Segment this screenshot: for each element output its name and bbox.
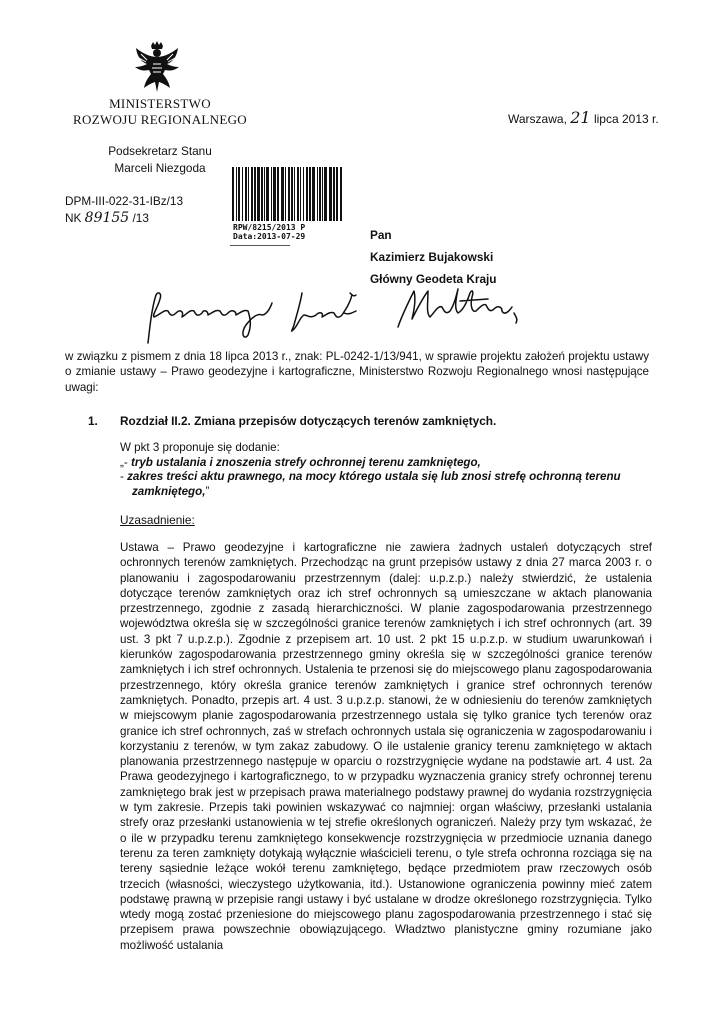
addressee-salutation: Pan	[370, 228, 392, 242]
proposal-item-2-close: ”	[205, 484, 210, 498]
intro-paragraph: w związku z pismem z dnia 18 lipca 2013 r., znak: PL-0242-1/13/941, w sprawie projektu założeń projektu ustawy o zmianie ustawy – Prawo geodezyjne i kartograficzne, Ministerstwo Rozwoju Regionalnego wnosi następujące uwagi:	[65, 350, 649, 394]
date-day-handwritten: 21	[570, 108, 591, 127]
proposal-item-1	[120, 456, 660, 471]
signatory-block	[65, 143, 255, 177]
addressee-block	[370, 224, 497, 290]
date-month-year: lipca 2013 r.	[593, 112, 659, 126]
signatory-name: Marceli Niezgoda	[114, 161, 206, 175]
letter-date	[508, 108, 659, 127]
proposal-lead: W pkt 3 proponuje się dodanie:	[120, 441, 280, 454]
signatory-title: Podsekretarz Stanu	[108, 144, 212, 158]
proposal-item-1-prefix: „-	[120, 455, 131, 469]
proposal-item-2-text: zakres treści aktu prawnego, na mocy którego ustala się lub znosi strefę ochronną terenu zamkniętego,	[127, 470, 621, 498]
section-number: 1.	[88, 414, 98, 428]
ministry-name	[65, 96, 255, 128]
justification-body: Ustawa – Prawo geodezyjne i kartograficzne nie zawiera żadnych ustaleń dotyczących stref ochronnych terenów zamkniętych. Przechodząc na grunt przepisów ustawy z dnia 27 marca 2003 r. o planowaniu i zagospodarowaniu przestrzennym (dalej: u.p.z.p.) należy stwierdzić, że ustalenia dotyczące terenów zamkniętych oraz ich stref ochronnych są umieszczane w aktach planowania przestrzennego, zgodnie z zasadą hierarchiczności. W planie zagospodarowania przestrzennego województwa określa się w szczególności granice terenów zamkniętych i ich stref ochronnych (art. 39 ust. 3 pkt 7 u.p.z.p.). Zgodnie z przepisem art. 10 ust. 2 pkt 15 u.p.z.p. w studium uwarunkowań i kierunków zagospodarowania przestrzennego gminy określa się w szczególności granice terenów zamkniętych i ich stref ochronnych. Ustalenia te przenosi się do miejscowego planu zagospodarowania przestrzennego, który określa granice terenów zamkniętych i granice stref ochronnych terenów zamkniętych. Ponadto, przepis art. 4 ust. 3 u.p.z.p. stanowi, że w odniesieniu do terenów zamkniętych w miejscowym planie zagospodarowania przestrzennego ustala się tylko granice tych terenów oraz granice ich stref ochronnych, zaś w strefach ochronnych ustala się ograniczenia w zagospodarowaniu i korzystaniu z terenów, w tym zakaz zabudowy. O ile ustalenie granicy terenu zamkniętego w aktach planowania przestrzennego następuje w oparciu o rozstrzygnięcie wydane na podstawie art. 4 ust. 2a Prawa geodezyjnego i kartograficznego, to w przypadku wyznaczenia granicy strefy ochronnej terenu zamkniętego brak jest w przepisach prawa materialnego podstawy prawnej do wydania rozstrzygnięcia w tym zakresie. Przepis taki powinien wskazywać co najmniej: organ właściwy, przesłanki ustalania strefy oraz przesłanki ustanowienia w tej strefie określonych ograniczeń. Należy przy tym wskazać, że o ile w przypadku terenu zamkniętego konsekwencje rozstrzygnięcia w przedmiocie uznania danego terenu za teren zamknięty dotykają wyłącznie właścicieli terenu, o tyle strefa ochronna rozciąga się na tereny sąsiednie leżące wokół terenu zamkniętego, będące przedmiotem praw rzeczowych osób trzecich (własności, wieczystego użytkowania, itd.). Ustanowione ograniczenia powinny mieć zatem podstawę prawną w przepisie rangi ustawy i być ustalane w drodze określonego rozstrzygnięcia. Tylko wtedy mogą zostać przeniesione do miejscowego planu zagospodarowania przestrzennego i stać się przepisem prawa powszechnie obowiązującego. Władztwo planistyczne gminy rozumiane jako możliwość ustalania	[120, 541, 652, 952]
nk-handwritten: 89155	[84, 210, 130, 226]
ministry-line-2: ROZWOJU REGIONALNEGO	[73, 112, 247, 127]
proposal-item-2	[120, 470, 660, 499]
handwritten-salutation-image	[140, 285, 560, 345]
nk-prefix: NK	[65, 211, 82, 225]
justification-heading: Uzasadnienie:	[120, 513, 195, 527]
barcode-underline	[230, 245, 290, 246]
date-place: Warszawa,	[508, 112, 567, 126]
addressee-name: Kazimierz Bujakowski	[370, 250, 494, 264]
eagle-emblem-icon	[133, 40, 181, 98]
reference-number: DPM-III-022-31-IBz/13	[65, 194, 184, 208]
barcode-date: Data:2013-07-29	[233, 232, 306, 241]
proposal-item-2-prefix: -	[120, 470, 128, 483]
nk-suffix: /13	[132, 211, 149, 225]
nk-number	[65, 210, 183, 227]
ministry-line-1: MINISTERSTWO	[109, 96, 211, 111]
barcode-registration-number: RPW/8215/2013 P	[233, 223, 306, 232]
proposal-item-1-text: tryb ustalania i znoszenia strefy ochronnej terenu zamkniętego,	[130, 455, 481, 469]
barcode-image	[230, 167, 344, 221]
reference-block	[65, 193, 183, 227]
proposal-block	[120, 441, 660, 499]
section-title: Rozdział II.2. Zmiana przepisów dotyczących terenów zamkniętych.	[120, 414, 497, 428]
addressee-title: Główny Geodeta Kraju	[370, 272, 497, 286]
